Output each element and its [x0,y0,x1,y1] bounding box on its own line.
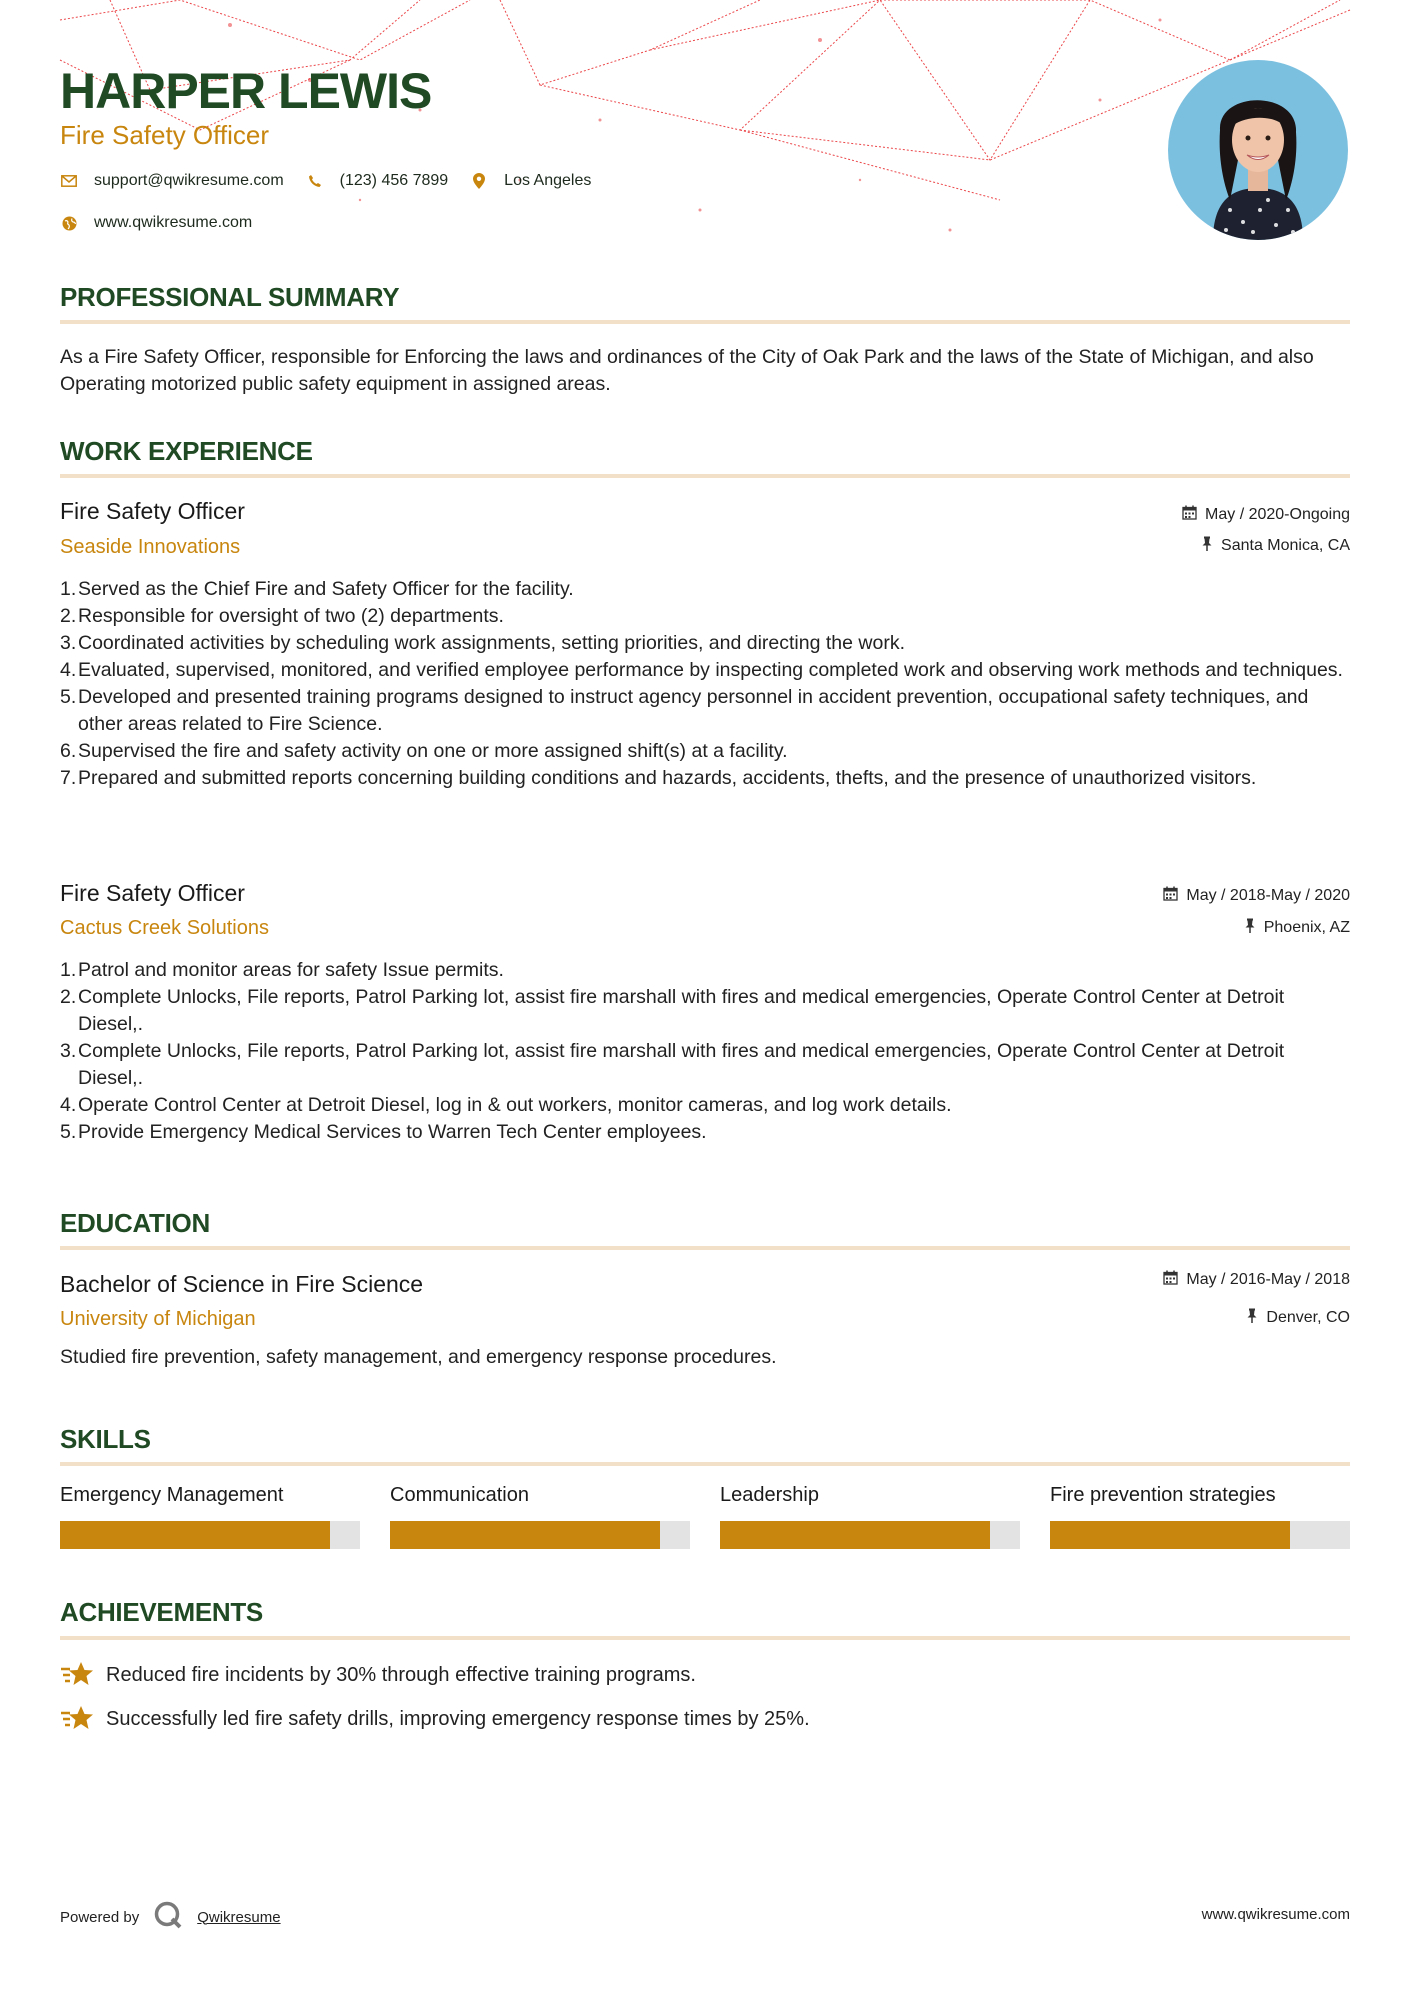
education-location-text: Denver, CO [1266,1309,1350,1326]
skill-item [390,1484,690,1549]
education-dates [1163,1270,1350,1290]
section-divider [60,474,1350,478]
job-dates-text: May / 2020-Ongoing [1205,506,1350,523]
list-item: 7. Prepared and submitted reports concerning building conditions and hazards, accidents, thefts, and the presence of unauthorized visitors. [60,767,1257,789]
location-text: Los Angeles [504,172,592,189]
footer-powered-by [60,1900,281,1934]
achievement-text: Successfully led fire safety drills, improving emergency response times by 25%. [106,1707,810,1730]
achievement-text: Reduced fire incidents by 30% through effective training programs. [106,1663,696,1686]
section-title-summary: PROFESSIONAL SUMMARY [60,282,400,312]
calendar-icon [1182,505,1197,525]
envelope-icon [60,172,78,190]
section-divider [60,1636,1350,1640]
skill-item [60,1484,360,1549]
skill-label: Fire prevention strategies [1050,1484,1276,1506]
list-item: 5. Provide Emergency Medical Services to Warren Tech Center employees. [60,1121,707,1143]
map-pin-icon [470,172,488,190]
achievement-item [60,1660,696,1690]
list-item: 2. Responsible for oversight of two (2) departments. [60,605,504,627]
footer-website-link[interactable]: www.qwikresume.com [1201,1906,1350,1923]
skill-bar [720,1521,1020,1549]
profile-photo [1168,60,1348,240]
powered-by-label: Powered by [60,1908,140,1926]
job-location [1201,536,1350,556]
job-company: Cactus Creek Solutions [60,917,269,939]
education-description: Studied fire prevention, safety management, and emergency response procedures. [60,1346,777,1368]
contact-row-primary [60,172,613,190]
job-dates [1163,886,1350,906]
list-item: 6. Supervised the fire and safety activity on one or more assigned shift(s) at a facility. [60,740,788,762]
section-title-experience: WORK EXPERIENCE [60,436,313,466]
phone-icon [306,172,324,190]
section-divider [60,320,1350,324]
list-item: 2. Complete Unlocks, File reports, Patrol Parking lot, assist fire marshall with fires and medical emergencies, Operate Control Center at Detroit Diesel,. [60,986,1285,1035]
qwikresume-link[interactable]: Qwikresume [197,1908,281,1926]
job-location [1244,918,1350,938]
calendar-icon [1163,1270,1178,1290]
achievement-item [60,1704,810,1734]
skill-bar-fill [60,1521,330,1549]
list-item: 4. Evaluated, supervised, monitored, and verified employee performance by inspecting completed work and observing work methods and techniques. [60,659,1343,681]
job-location-text: Phoenix, AZ [1263,919,1350,936]
skill-label: Communication [390,1484,529,1506]
skill-bar-fill [1050,1521,1290,1549]
section-title-education: EDUCATION [60,1208,210,1238]
qwikresume-logo-icon [153,1900,183,1934]
section-divider [60,1246,1350,1250]
job-dates [1182,505,1350,525]
education-school: University of Michigan [60,1308,256,1330]
skill-label: Emergency Management [60,1484,284,1506]
pushpin-icon [1244,918,1256,938]
website-link[interactable]: www.qwikresume.com [94,214,253,231]
summary-text: As a Fire Safety Officer, responsible for Enforcing the laws and ordinances of the City of Oak Park and the laws of the State of Michigan, and also Operating motorized public safety equipment in assigned areas. [60,346,1314,395]
skill-item [1050,1484,1350,1549]
skill-bar [1050,1521,1350,1549]
skill-bar-fill [390,1521,660,1549]
star-icon [60,1660,94,1690]
phone-number: (123) 456 7899 [339,172,449,189]
job-company: Seaside Innovations [60,536,241,558]
job-bullets [60,576,1350,792]
candidate-role: Fire Safety Officer [60,120,270,150]
job-bullets [60,957,1350,1146]
job-dates-text: May / 2018-May / 2020 [1186,887,1350,904]
skill-bar-fill [720,1521,990,1549]
section-title-skills: SKILLS [60,1424,151,1454]
star-icon [60,1704,94,1734]
section-divider [60,1462,1350,1466]
pushpin-icon [1246,1308,1258,1328]
calendar-icon [1163,886,1178,906]
list-item: 3. Complete Unlocks, File reports, Patrol Parking lot, assist fire marshall with fires and medical emergencies, Operate Control Center at Detroit Diesel,. [60,1040,1285,1089]
skill-bar [390,1521,690,1549]
list-item: 1. Patrol and monitor areas for safety Issue permits. [60,959,504,981]
skill-bar [60,1521,360,1549]
education-dates-text: May / 2016-May / 2018 [1186,1271,1350,1288]
job-location-text: Santa Monica, CA [1221,537,1350,554]
list-item: 4. Operate Control Center at Detroit Diesel, log in & out workers, monitor cameras, and log work details. [60,1094,952,1116]
globe-icon [60,214,78,232]
section-title-achievements: ACHIEVEMENTS [60,1597,263,1627]
contact-row-secondary [60,214,274,232]
pushpin-icon [1201,536,1213,556]
list-item: 1. Served as the Chief Fire and Safety Officer for the facility. [60,578,574,600]
job-title: Fire Safety Officer [60,498,245,524]
email-link[interactable]: support@qwikresume.com [94,172,284,189]
job-title: Fire Safety Officer [60,880,245,906]
education-location [1246,1308,1350,1328]
skill-item [720,1484,1020,1549]
list-item: 3. Coordinated activities by scheduling work assignments, setting priorities, and directing the work. [60,632,905,654]
skill-label: Leadership [720,1484,819,1506]
education-degree: Bachelor of Science in Fire Science [60,1271,424,1297]
candidate-name: HARPER LEWIS [60,63,432,119]
list-item: 5. Developed and presented training programs designed to instruct agency personnel in accident prevention, occupational safety techniques, and other areas related to Fire Science. [60,686,1309,735]
